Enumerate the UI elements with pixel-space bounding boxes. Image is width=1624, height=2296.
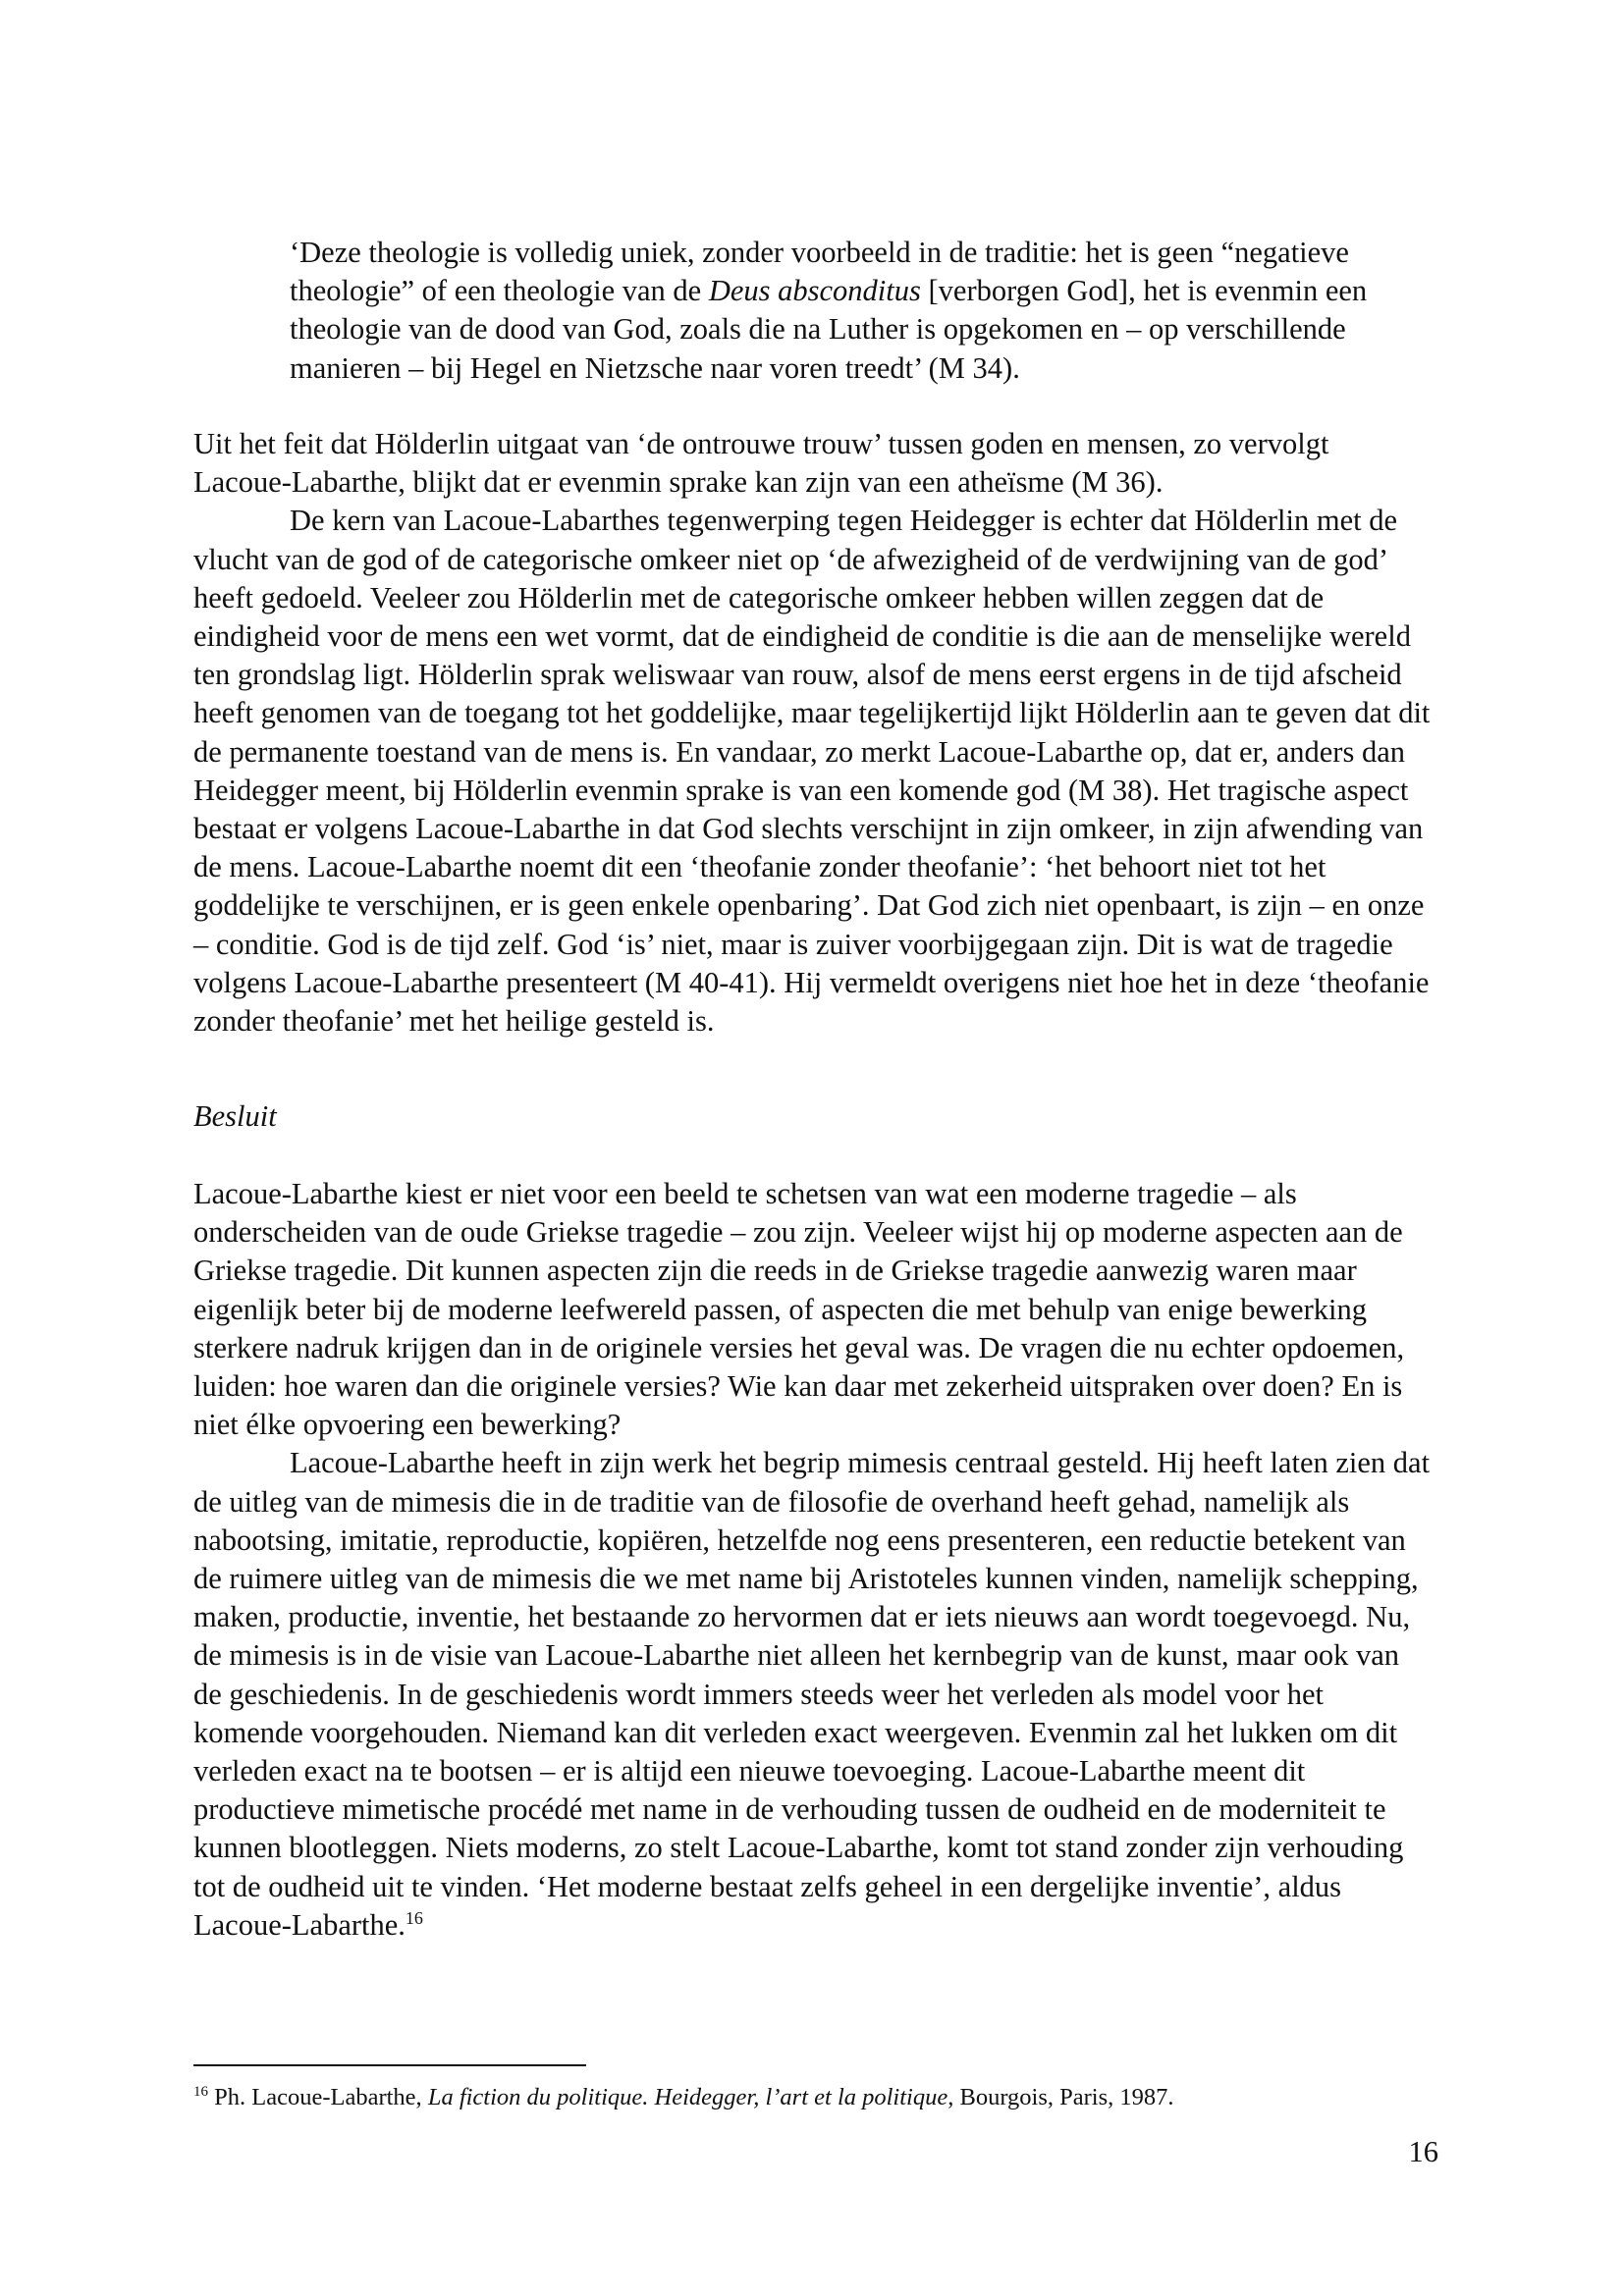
- quote-text-start: ‘Deze theologie is volledig uniek, zonder voorbeeld in de traditie: het is geen “negatieve theologie” of een theologie van de: [290, 236, 1349, 308]
- paragraph: De kern van Lacoue-Labarthes tegenwerping tegen Heidegger is echter dat Hölderlin met de vlucht van de god of de categorische omkeer niet op ‘de afwezigheid of de verdwijning van de god’ heeft gedoeld. Veeleer zou Hölderlin met de categorische omkeer hebben willen zeggen dat de eindigheid voor de mens een wet vormt, dat de eindigheid de conditie is die aan de menselijke wereld ten grondslag ligt. Hölderlin sprak weliswaar van rouw, alsof de mens eerst ergens in de tijd afscheid heeft genomen van de toegang tot het goddelijke, maar tegelijkertijd lijkt Hölderlin aan te geven dat dit de permanente toestand van de mens is. En vandaar, zo merkt Lacoue-Labarthe op, dat er, anders dan Heidegger meent, bij Hölderlin evenmin sprake is van een komende god (M 38). Het tragische aspect bestaat er volgens Lacoue-Labarthe in dat God slechts verschijnt in zijn omkeer, in zijn afwending van de mens. Lacoue-Labarthe noemt dit een ‘theofanie zonder theofanie’: ‘het behoort niet tot het goddelijke te verschijnen, er is geen enkele openbaring’. Dat God zich niet openbaart, is zijn – en onze – conditie. God is de tijd zelf. God ‘is’ niet, maar is zuiver voorbijgegaan zijn. Dit is wat de tragedie volgens Lacoue-Labarthe presenteert (M 40-41). Hij vermeldt overigens niet hoe het in deze ‘theofanie zonder theofanie’ met het heilige gesteld is.: [193, 504, 1431, 1039]
- page-number: 16: [1408, 2135, 1438, 2168]
- footnote-reference[interactable]: 16: [405, 1907, 423, 1928]
- section-body-2: [193, 1175, 1431, 1945]
- paragraph-text: Lacoue-Labarthe heeft in zijn werk het begrip mimesis centraal gesteld. Hij heeft laten zien dat de uitleg van de mimesis die in de traditie van de filosofie de overhand heeft gehad, namelijk als nabootsing, imitatie, reproductie, kopiëren, hetzelfde nog eens presenteren, een reductie betekent van de ruimere uitleg van de mimesis die we met name bij Aristoteles kunnen vinden, namelijk schepping, maken, productie, inventie, het bestaande zo hervormen dat er iets nieuws aan wordt toegevoegd. Nu, de mimesis is in de visie van Lacoue-Labarthe niet alleen het kernbegrip van de kunst, maar ook van de geschiedenis. In de geschiedenis wordt immers steeds weer het verleden als model voor het komende voorgehouden. Niemand kan dit verleden exact weergeven. Evenmin zal het lukken om dit verleden exact na te bootsen – er is altijd een nieuwe toevoeging. Lacoue-Labarthe meent dit productieve mimetische procédé met name in de verhouding tussen de oudheid en de moderniteit te kunnen blootleggen. Niets moderns, zo stelt Lacoue-Labarthe, komt tot stand zonder zijn verhouding tot de oudheid uit te vinden. ‘Het moderne bestaat zelfs geheel in een dergelijke inventie’, aldus Lacoue-Labarthe.: [193, 1446, 1431, 1942]
- paragraph: [193, 1444, 1431, 1945]
- block-quote: [290, 234, 1438, 388]
- footnote-separator: [193, 2064, 586, 2066]
- quote-italic-term: Deus absconditus: [708, 274, 921, 308]
- footnote-number: 16: [193, 2083, 208, 2100]
- footnote-publisher: , Bourgois, Paris, 1987.: [947, 2084, 1174, 2110]
- footnote-title: La fiction du politique. Heidegger, l’art et la politique: [427, 2084, 948, 2110]
- paragraph: Lacoue-Labarthe kiest er niet voor een beeld te schetsen van wat een moderne tragedie – als onderscheiden van de oude Griekse tragedie – zou zijn. Veeleer wijst hij op moderne aspecten aan de Griekse tragedie. Dit kunnen aspecten zijn die reeds in de Griekse tragedie aanwezig waren maar eigenlijk beter bij de moderne leefwereld passen, of aspecten die met behulp van enige bewerking sterkere nadruk krijgen dan in de originele versies het geval was. De vragen die nu echter opdoemen, luiden: hoe waren dan die originele versies? Wie kan daar met zekerheid uitspraken over doen? En is niet élke opvoering een bewerking?: [193, 1177, 1405, 1442]
- footnote: [193, 2082, 1440, 2113]
- section-body-1: [193, 425, 1431, 1041]
- footnote-author: Ph. Lacoue-Labarthe,: [208, 2084, 428, 2110]
- section-heading: Besluit: [193, 1099, 277, 1133]
- paragraph: Uit het feit dat Hölderlin uitgaat van ‘de ontrouwe trouw’ tussen goden en mensen, zo vervolgt Lacoue-Labarthe, blijkt dat er evenmin sprake kan zijn van een atheïsme (M 36).: [193, 427, 1329, 500]
- quote-text-end: [verborgen God], het is evenmin een theologie van de dood van God, zoals die na Luther is opgekomen en – op verschillende manieren – bij Hegel en Nietzsche naar voren treedt’ (M 34).: [290, 274, 1368, 385]
